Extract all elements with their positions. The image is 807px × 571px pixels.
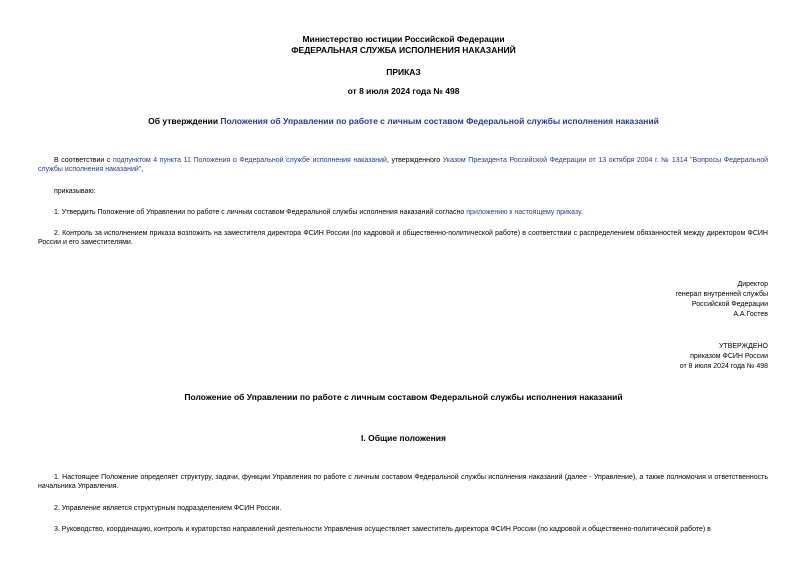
approval-date: от 8 июля 2024 года № 498: [679, 363, 768, 371]
preamble-paragraph: [38, 156, 768, 175]
regulation-item-2: 2. Управление является структурным подразделением ФСИН России.: [54, 505, 282, 512]
header-block: [0, 34, 807, 55]
ministry-name: Министерство юстиции Российской Федерации: [302, 34, 505, 44]
signature-position: Директор: [737, 281, 768, 288]
signature-rank: генерал внутренней службы: [675, 291, 768, 299]
appendix-link[interactable]: приложению к настоящему приказу: [466, 209, 581, 216]
approval-label: УТВЕРЖДЕНО: [718, 343, 768, 350]
signature-rank-2: Российской Федерации: [691, 301, 768, 309]
order-item-1: [38, 208, 768, 217]
regulation-link[interactable]: Положения об Управлении по работе с личным составом Федеральной службы исполнения наказаний: [220, 116, 659, 126]
regulation-title: Положение об Управлении по работе с личным составом Федеральной службы исполнения наказаний: [184, 392, 623, 402]
item1-text: 1. Утвердить Положение об Управлении по работе с личным составом Федеральной службы исполнения наказаний согласно: [54, 209, 467, 216]
order-word: приказываю:: [54, 188, 96, 195]
subparagraph-link[interactable]: подпунктом 4 пункта 11 Положения о Федеральной службе исполнения наказаний: [112, 157, 387, 164]
decree-link[interactable]: Указом Президента Российской Федерации от 13 октября 2004 г. № 1314 "Вопросы Федеральной службы исполнения наказаний": [38, 157, 768, 174]
doc-date-number: от 8 июля 2024 года № 498: [347, 86, 460, 96]
order-title: [0, 116, 807, 127]
order-item-2: 2. Контроль за исполнением приказа возложить на заместителя директора ФСИН России (по кадровой и общественно-политической работе) в соответствии с распределением обязанностей между директором ФСИН России и его заместителями.: [38, 230, 768, 247]
preamble-text-1: В соответствии с: [54, 157, 113, 164]
doc-type: ПРИКАЗ: [386, 67, 421, 77]
service-name: ФЕДЕРАЛЬНАЯ СЛУЖБА ИСПОЛНЕНИЯ НАКАЗАНИЙ: [291, 44, 516, 55]
item1-end: .: [580, 209, 583, 216]
approval-block: [680, 342, 768, 372]
signature-name: А.А.Гостев: [733, 311, 768, 319]
preamble-text-2: , утвержденного: [386, 157, 443, 164]
section-title: I. Общие положения: [361, 433, 446, 443]
approval-order: приказом ФСИН России: [690, 353, 768, 361]
regulation-item-1: 1. Настоящее Положение определяет структуру, задачи, функции Управления по работе с личным составом Федеральной службы исполнения наказаний (далее - Управление), а также полномочия и ответственность начальника Управления.: [38, 474, 768, 491]
preamble-text-3: ,: [141, 166, 144, 174]
title-prefix: Об утверждении: [148, 116, 221, 126]
signature-block: [676, 280, 768, 321]
regulation-item-3: 3. Руководство, координацию, контроль и кураторство направлений деятельности Управления осуществляет заместитель директора ФСИН России (по кадровой и общественно-политической работе) в: [54, 526, 711, 533]
